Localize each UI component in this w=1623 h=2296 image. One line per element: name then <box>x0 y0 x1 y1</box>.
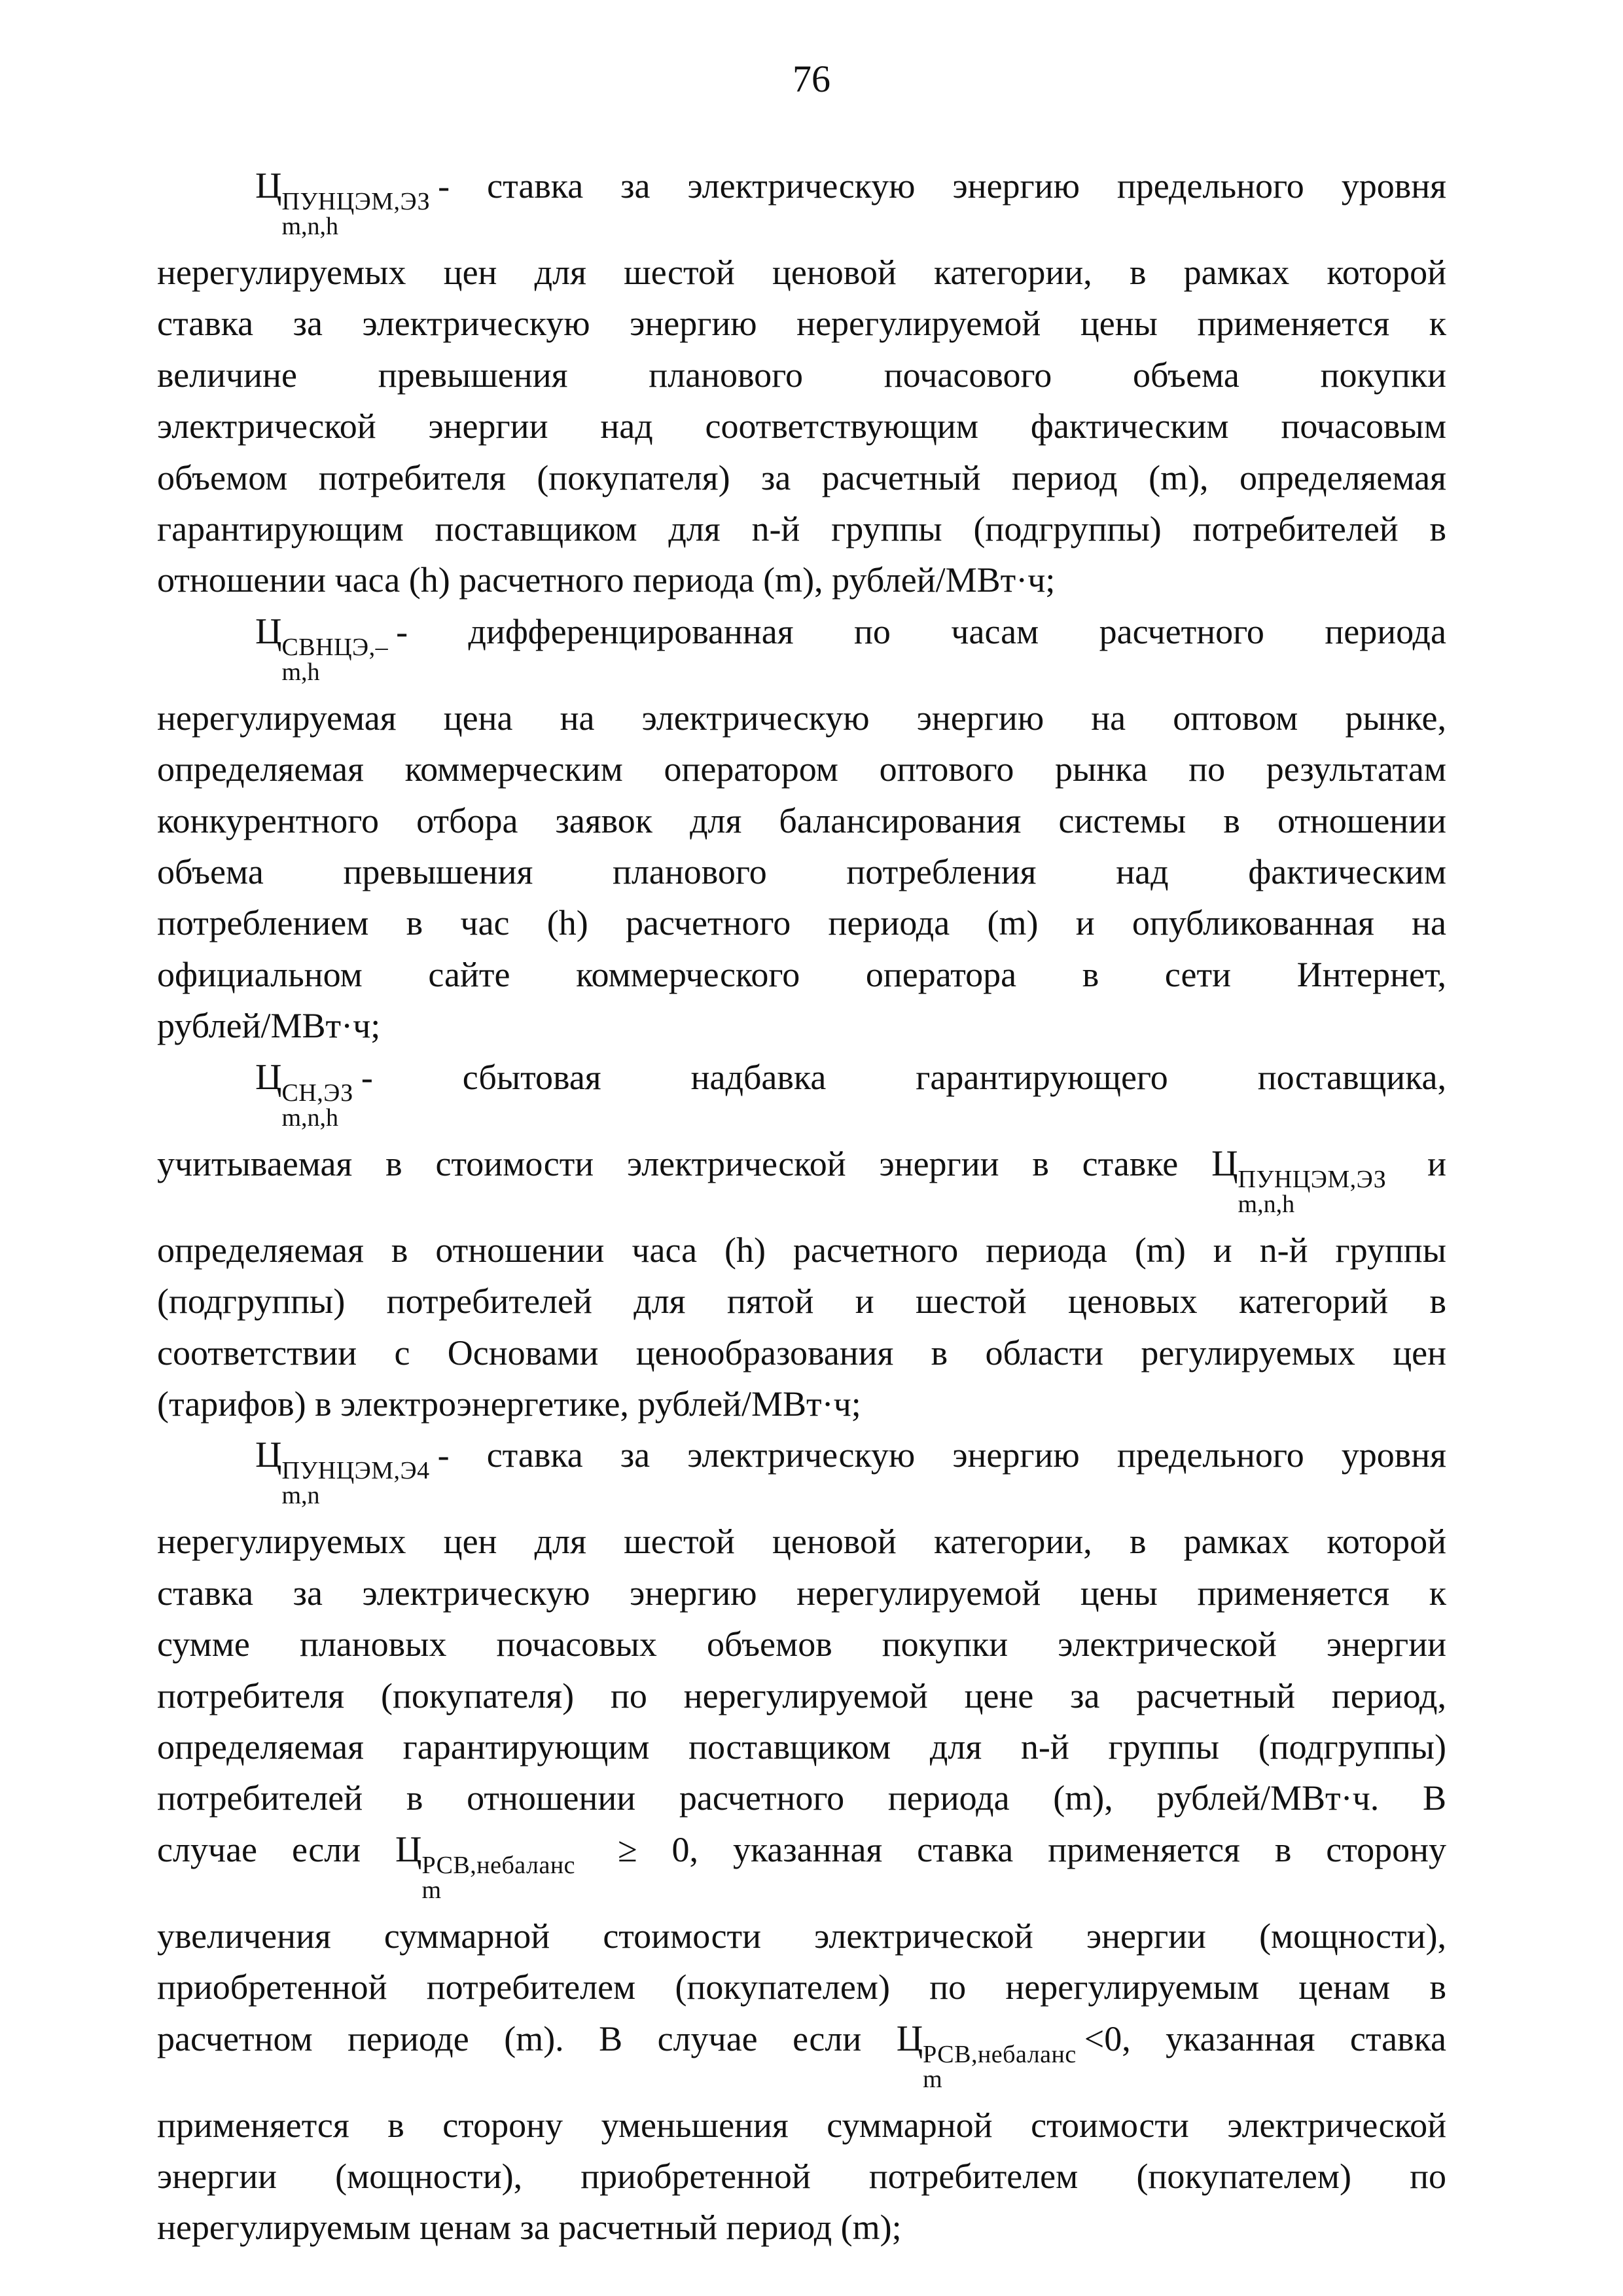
text-line: гарантирующим поставщиком для n-й группы (подгруппы) потребителей в <box>157 509 1446 549</box>
text-line: (тарифов) в электроэнергетике, рублей/МВт·ч; <box>157 1384 861 1424</box>
text-line: увеличения суммарной стоимости электрической энергии (мощности), <box>157 1916 1446 1956</box>
text-line: потребителя (покупателя) по нерегулируемой цене за расчетный период, <box>157 1676 1446 1715</box>
text-line: потребителей в отношении расчетного периода (m), рублей/МВт·ч. В <box>157 1778 1446 1818</box>
formula-sn-ez: Ц СН,ЭЗ m,n,h <box>255 1056 353 1132</box>
definition-sn-ez <box>157 1052 1446 1430</box>
formula-punc-ez-inline: Ц ПУНЦЭМ,ЭЗ m,n,h <box>1211 1143 1387 1218</box>
text-line: электрической энергии над соответствующим фактическим почасовым <box>157 406 1446 446</box>
text-line: сумме плановых почасовых объемов покупки электрической энергии <box>157 1624 1446 1664</box>
formula-svnce: Ц СВНЦЭ,– m,h <box>255 611 389 686</box>
text-line: определяемая гарантирующим поставщиком для n-й группы (подгруппы) <box>157 1727 1446 1767</box>
text-line: случае если Ц РСВ,небаланс m ≥ 0, указанная ставка применяется в сторону <box>157 1829 1447 1904</box>
text-line: величине превышения планового почасового объема покупки <box>157 355 1446 395</box>
text-line: расчетном периоде (m). В случае если Ц РСВ,небаланс m <0, указанная ставка <box>157 2018 1446 2093</box>
text-line: нерегулируемых цен для шестой ценовой категории, в рамках которой <box>157 1522 1446 1562</box>
definition-lead-line: Ц СН,ЭЗ m,n,h - сбытовая надбавка гарантирующего поставщика, <box>255 1056 1446 1132</box>
formula-rsv-nebalans: Ц РСВ,небаланс m <box>395 1829 576 1904</box>
definition-lead-line: Ц ПУНЦЭМ,ЭЗ m,n,h - ставка за электрическую энергию предельного уровня <box>255 166 1446 240</box>
text-line: объемом потребителя (покупателя) за расчетный период (m), определяемая <box>157 457 1446 497</box>
text-line: нерегулируемая цена на электрическую энергию на оптовом рынке, <box>157 698 1446 738</box>
text-line: (подгруппы) потребителей для пятой и шестой ценовых категорий в <box>157 1282 1446 1321</box>
page-number: 76 <box>793 58 830 100</box>
definition-svnce <box>157 606 1446 1052</box>
text-line: официальном сайте коммерческого оператора в сети Интернет, <box>157 954 1446 994</box>
definition-lead-line: Ц СВНЦЭ,– m,h - дифференцированная по часам расчетного периода <box>255 611 1446 686</box>
text-line: объема превышения планового потребления над фактическим <box>157 852 1446 892</box>
definition-punc-e4 <box>157 1429 1446 2253</box>
text-line: определяемая коммерческим оператором оптового рынка по результатам <box>157 749 1446 789</box>
text-line: ставка за электрическую энергию нерегулируемой цены применяется к <box>157 304 1446 344</box>
text-line: применяется в сторону уменьшения суммарной стоимости электрической <box>157 2105 1446 2145</box>
text-line: соответствии с Основами ценообразования в области регулируемых цен <box>157 1333 1446 1372</box>
text-line: потреблением в час (h) расчетного периода (m) и опубликованная на <box>157 903 1446 943</box>
text-line: приобретенной потребителем (покупателем) по нерегулируемым ценам в <box>157 1967 1446 2007</box>
text-line: учитываемая в стоимости электрической энергии в ставке Ц ПУНЦЭМ,ЭЗ m,n,h и <box>157 1143 1447 1218</box>
formula-punc-ez: Ц ПУНЦЭМ,ЭЗ m,n,h <box>255 166 431 240</box>
text-line: рублей/МВт·ч; <box>157 1006 381 1046</box>
text-line: нерегулируемых цен для шестой ценовой категории, в рамках которой <box>157 253 1446 292</box>
text-line: определяемая в отношении часа (h) расчетного периода (m) и n-й группы <box>157 1230 1446 1270</box>
definition-punc-ez <box>157 160 1446 606</box>
text-line: ставка за электрическую энергию нерегулируемой цены применяется к <box>157 1573 1446 1613</box>
text-line: отношении часа (h) расчетного периода (m), рублей/МВт·ч; <box>157 560 1056 600</box>
formula-rsv-nebalans: Ц РСВ,небаланс m <box>896 2018 1077 2093</box>
text-line: нерегулируемым ценам за расчетный период (m); <box>157 2208 902 2248</box>
formula-punc-e4: Ц ПУНЦЭМ,Э4 m,n <box>255 1435 430 1510</box>
text-line: энергии (мощности), приобретенной потребителем (покупателем) по <box>157 2156 1446 2196</box>
document-body <box>157 160 1446 2253</box>
text-line: конкурентного отбора заявок для балансирования системы в отношении <box>157 800 1446 840</box>
definition-lead-line: Ц ПУНЦЭМ,Э4 m,n - ставка за электрическую энергию предельного уровня <box>255 1435 1446 1510</box>
